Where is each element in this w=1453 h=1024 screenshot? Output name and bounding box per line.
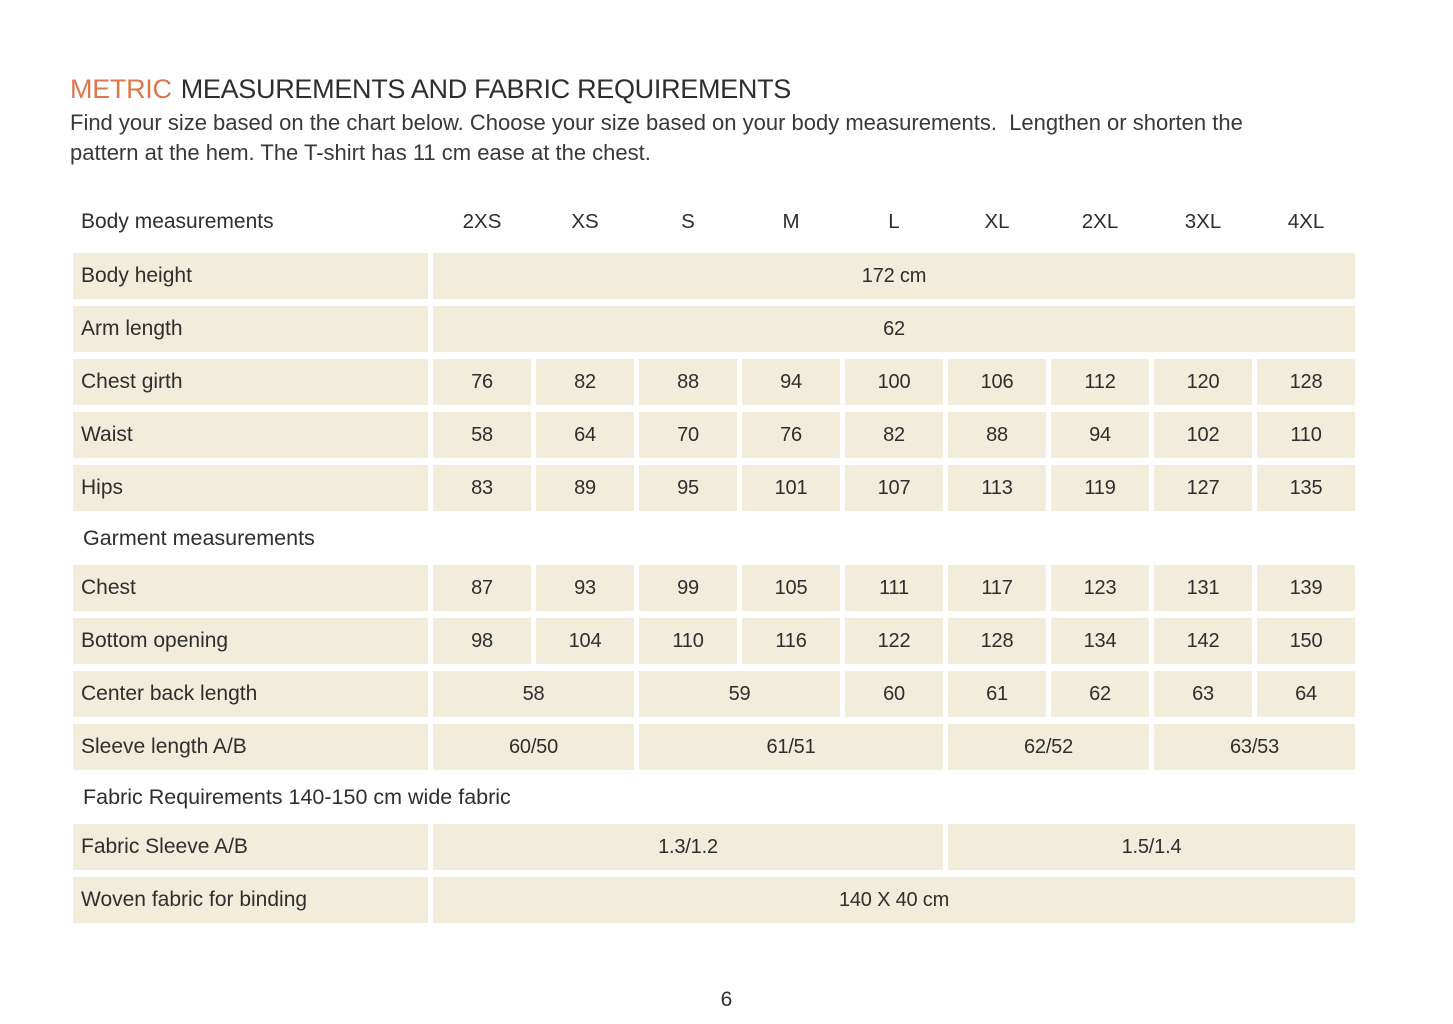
- value-cell: 58: [433, 412, 531, 458]
- row-label: Sleeve length A/B: [73, 724, 428, 770]
- value-cell: 119: [1051, 465, 1149, 511]
- value-cell: 116: [742, 618, 840, 664]
- value-cell: 95: [639, 465, 737, 511]
- value-cell: 83: [433, 465, 531, 511]
- size-col-xl: XL: [984, 210, 1010, 233]
- value-cell: 110: [1257, 412, 1355, 458]
- table-row-body-height: [73, 253, 1365, 299]
- page-title: [70, 74, 791, 105]
- page-number: 6: [720, 988, 733, 1011]
- value-cell: 117: [948, 565, 1046, 611]
- intro-line-1: Find your size based on the chart below. Choose your size based on your body measurements. Lengthen or shorten the: [70, 110, 1243, 135]
- value-cell: 128: [948, 618, 1046, 664]
- size-col-l: L: [888, 210, 900, 233]
- value-cell: 94: [1051, 412, 1149, 458]
- size-col-2xl: 2XL: [1081, 210, 1119, 233]
- value-cell: 112: [1051, 359, 1149, 405]
- value-cell: 139: [1257, 565, 1355, 611]
- size-col-2xs: 2XS: [462, 210, 502, 233]
- value-cell: 104: [536, 618, 634, 664]
- title-highlight: METRIC: [70, 74, 172, 104]
- table-row-sleeve-length: [73, 724, 1365, 770]
- row-label: Center back length: [73, 671, 428, 717]
- title-rest: MEASUREMENTS AND FABRIC REQUIREMENTS: [180, 74, 791, 104]
- value-cell: 88: [639, 359, 737, 405]
- row-label: Woven fabric for binding: [73, 877, 428, 923]
- size-col-m: M: [782, 210, 800, 233]
- value-cell: 60: [845, 671, 943, 717]
- table-row-arm-length: [73, 306, 1365, 352]
- value-cell: 62: [1051, 671, 1149, 717]
- value-cell: 62: [433, 306, 1355, 352]
- value-cell: 62/52: [948, 724, 1149, 770]
- row-label: Chest: [73, 565, 428, 611]
- table-row-fabric-sleeve: [73, 824, 1365, 870]
- value-cell: 61/51: [639, 724, 943, 770]
- row-label: Body height: [73, 253, 428, 299]
- value-cell: 94: [742, 359, 840, 405]
- value-cell: 142: [1154, 618, 1252, 664]
- value-cell: 99: [639, 565, 737, 611]
- table-row-chest: [73, 565, 1365, 611]
- value-cell: 93: [536, 565, 634, 611]
- table-row-chest-girth: [73, 359, 1365, 405]
- value-cell: 102: [1154, 412, 1252, 458]
- row-label: Chest girth: [73, 359, 428, 405]
- value-cell: 134: [1051, 618, 1149, 664]
- value-cell: 58: [433, 671, 634, 717]
- value-cell: 76: [433, 359, 531, 405]
- value-cell: 107: [845, 465, 943, 511]
- value-cell: 100: [845, 359, 943, 405]
- row-label: Bottom opening: [73, 618, 428, 664]
- header-body-measurements: Body measurements: [81, 210, 274, 233]
- size-col-4xl: 4XL: [1287, 210, 1325, 233]
- value-cell: 64: [1257, 671, 1355, 717]
- size-col-3xl: 3XL: [1184, 210, 1222, 233]
- value-cell: 131: [1154, 565, 1252, 611]
- value-cell: 110: [639, 618, 737, 664]
- value-cell: 87: [433, 565, 531, 611]
- value-cell: 105: [742, 565, 840, 611]
- value-cell: 172 cm: [433, 253, 1355, 299]
- value-cell: 140 X 40 cm: [433, 877, 1355, 923]
- value-cell: 61: [948, 671, 1046, 717]
- row-label: Arm length: [73, 306, 428, 352]
- value-cell: 1.5/1.4: [948, 824, 1355, 870]
- value-cell: 128: [1257, 359, 1355, 405]
- value-cell: 101: [742, 465, 840, 511]
- value-cell: 127: [1154, 465, 1252, 511]
- size-col-s: S: [681, 210, 695, 233]
- intro-text: [70, 108, 1243, 168]
- value-cell: 59: [639, 671, 840, 717]
- value-cell: 98: [433, 618, 531, 664]
- value-cell: 64: [536, 412, 634, 458]
- value-cell: 88: [948, 412, 1046, 458]
- value-cell: 60/50: [433, 724, 634, 770]
- table-row-hips: [73, 465, 1365, 511]
- value-cell: 123: [1051, 565, 1149, 611]
- table-header-row: [73, 204, 1365, 240]
- section-heading-garment: Garment measurements: [83, 525, 315, 550]
- row-label: Fabric Sleeve A/B: [73, 824, 428, 870]
- value-cell: 111: [845, 565, 943, 611]
- table-row-bottom-opening: [73, 618, 1365, 664]
- table-row-waist: [73, 412, 1365, 458]
- value-cell: 1.3/1.2: [433, 824, 943, 870]
- value-cell: 82: [536, 359, 634, 405]
- value-cell: 106: [948, 359, 1046, 405]
- section-heading-fabric: Fabric Requirements 140-150 cm wide fabric: [83, 784, 511, 809]
- size-col-xs: XS: [571, 210, 599, 233]
- table-row-woven-binding: [73, 877, 1365, 923]
- value-cell: 76: [742, 412, 840, 458]
- value-cell: 63/53: [1154, 724, 1355, 770]
- value-cell: 135: [1257, 465, 1355, 511]
- value-cell: 150: [1257, 618, 1355, 664]
- value-cell: 70: [639, 412, 737, 458]
- intro-line-2: pattern at the hem. The T-shirt has 11 cm ease at the chest.: [70, 140, 651, 165]
- value-cell: 82: [845, 412, 943, 458]
- row-label: Hips: [73, 465, 428, 511]
- value-cell: 113: [948, 465, 1046, 511]
- value-cell: 63: [1154, 671, 1252, 717]
- value-cell: 89: [536, 465, 634, 511]
- size-table: [73, 204, 1365, 930]
- value-cell: 122: [845, 618, 943, 664]
- table-row-center-back-length: [73, 671, 1365, 717]
- row-label: Waist: [73, 412, 428, 458]
- value-cell: 120: [1154, 359, 1252, 405]
